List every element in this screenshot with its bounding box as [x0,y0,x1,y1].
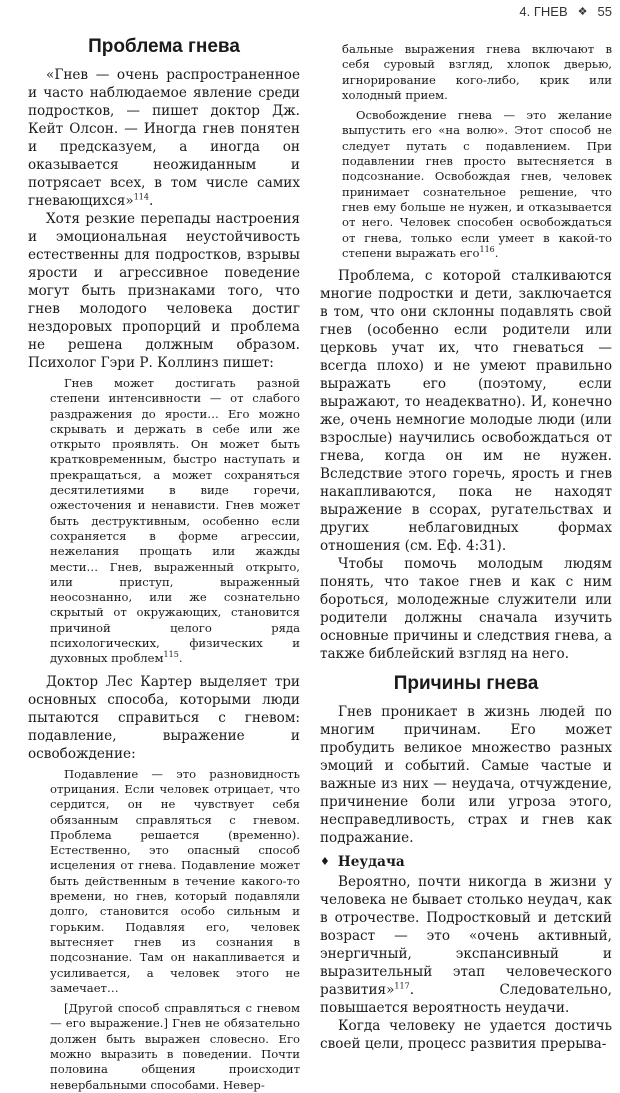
quote-paragraph: Подавление — это разновидность отрицания. Если человек отрицает, что сердится, он не чувствует себя обязанным справляться с гневом. Проблема решается (временно). Естественно, это опасный способ исцеления от гнева. Подавление может быть действенным в течение какого-то времени, но гнев, который подавляли долго, становится особо сильным и горьким. Подавляя его, человек вытесняет гнев из сознания в подсознание. Там он накапливается и усиливается, а человек этого не замечает… [50,766,300,995]
right-column [320,40,612,1053]
page-number: 55 [597,3,612,19]
section-title-causes: Причины гнева [393,673,539,695]
paragraph: Хотя резкие перепады настроения и эмоциональная неустойчивость естественны для подростков, взрывы ярости и агрессивное поведение могут быть признаками того, что гнев молодого человека достиг нездоровых пропорций и проблема не решена должным образом. Психолог Гэри Р. Коллинз пишет: [28,211,300,371]
separator-icon: ❖ [577,5,588,18]
quote-paragraph: Гнев может достигать разной степени интенсивности — от слабого раздражения до ярости… Его можно скрывать и держать в себе или же открыто проявлять. Он может быть кратковременным, быстро наступать и прекращаться, а может сохраняться десятилетиями в виде горечи, ожесточения и ненависти. Гнев может быть деструктивным, особенно если сохраняется в форме агрессии, нежелания прощать или жажды мести… Гнев, выраженный открыто, или приступ, выраженный неосознанно, или же сознательно скрытый от окружающих, становится причиной целого ряда психологических, физических и духовных проблем$^{115}$. [50,376,300,666]
footnote-ref: 116 [479,245,495,254]
diamond-bullet-icon: ♦ [320,855,330,869]
quote-collins [28,376,300,667]
quote-carter-continued [320,42,612,261]
quote-carter [28,767,300,1093]
running-header [519,0,612,22]
chapter-label: 4. ГНЕВ [519,3,568,19]
quote-paragraph: Освобождение гнева — это желание выпустить его «на волю». Этот способ не следует путать с подавлением. При подавлении гнев просто вытесняется в подсознание. Освобождая гнев, человек принимает сознательное решение, что гнев ему больше не нужен, и отказывается от него. Человек способен освобождаться от гнева, только если умеет в какой-то степени выражать его$^{116}$. [342,108,612,260]
quote-paragraph: бальные выражения гнева включают в себя суровый взгляд, хлопок дверью, игнорирование кого-либо, крик или холодный прием. [342,42,612,102]
paragraph: «Гнев — очень распространенное и часто наблюдаемое явление среди подростков, — пишет доктор Дж. Кейт Олсон. — Иногда гнев понятен и предсказуем, а иногда он оказывается неожиданным и потрясает всех, в том числе самих гневающихся»$^{114}$. [28,67,300,209]
subheading-failure [320,853,612,871]
subheading-label: Неудача [337,854,405,871]
paragraph: Вероятно, почти никогда в жизни у человека не бывает столько неудач, как в отрочестве. Подростковый и детский возраст — это «очень активный, энергичный, экспансивный и выразительный этап человеческого развития»$^{117}$. Следовательно, повышается вероятность неудачи. [320,874,612,1017]
footnote-ref: 117 [394,981,410,991]
quote-paragraph: [Другой способ справляться с гневом — его выражение.] Гнев не обязательно должен быть выражен словесно. Его можно выразить в поведении. Почти половина общения происходит невербальными способами. Невер- [50,1001,300,1092]
paragraph: Чтобы помочь молодым людям понять, что такое гнев и как с ним бороться, молодежные служители или родители должны сначала изучить основные причины и следствия гнева, а также библейский взгляд на него. [320,556,612,663]
paragraph: Гнев проникает в жизнь людей по многим причинам. Его может пробудить великое множество разных эмоций и событий. Самые частые и важные из них — неудача, отчуждение, причинение боли или угроза этого, несправедливость, страх и гнев как подражание. [320,704,612,847]
footnote-ref: 115 [163,650,179,660]
paragraph: Когда человеку не удается достичь своей цели, процесс развития прерыва- [320,1018,612,1053]
left-column [28,36,300,1092]
paragraph: Проблема, с которой сталкиваются многие подростки и дети, заключается в том, что они склонны подавлять свой гнев (особенно если родители или церковь учат их, что гневаться — всегда плохо) и не умеют правильно выражать его (поэтому, если выражают, то неадекватно). И, конечно же, очень немногие молодые люди (или взрослые) научились освобождаться от гнева, когда он им не нужен. Вследствие этого горечь, ярость и гнев накапливаются, пока не находят выражение в ссорах, ругательствах и других неблаговидных формах отношения (см. Еф. 4:31). [320,268,612,555]
footnote-ref: 114 [133,192,149,202]
section-title-anger-problem: Проблема гнева [88,36,240,57]
paragraph: Доктор Лес Картер выделяет три основных способа, которыми люди пытаются справиться с гневом: подавление, выражение и освобождение: [28,673,300,762]
